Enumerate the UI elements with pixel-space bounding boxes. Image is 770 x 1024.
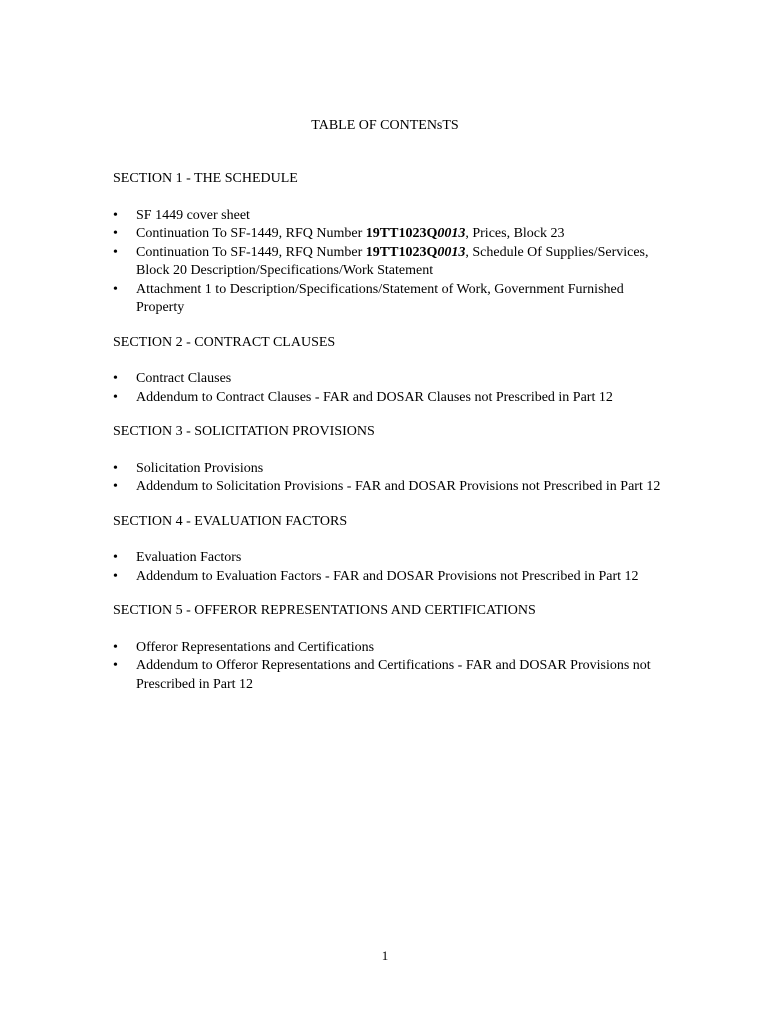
item-text: Offeror Representations and Certifications: [136, 639, 375, 655]
section-heading: SECTION 5 - OFFEROR REPRESENTATIONS AND CERTIFICATIONS: [113, 603, 536, 618]
item-text: Addendum to Contract Clauses - FAR and DOSAR Clauses not Prescribed in Part 12: [136, 389, 613, 405]
section-item-list: [113, 460, 673, 497]
section-heading: SECTION 1 - THE SCHEDULE: [113, 171, 298, 186]
bullet-icon: •: [113, 550, 118, 565]
bullet-icon: •: [113, 479, 118, 494]
bullet-icon: •: [113, 639, 118, 655]
bullet-icon: •: [113, 226, 118, 241]
list-item: [113, 657, 673, 694]
bullet-icon: •: [113, 568, 118, 584]
item-text: Solicitation Provisions: [136, 460, 264, 476]
item-text: Addendum to Evaluation Factors - FAR and DOSAR Provisions not Prescribed in Part 12: [136, 568, 639, 584]
rfq-number-suffix: 0013: [437, 244, 466, 260]
rfq-number: 19TT1023Q: [365, 226, 438, 241]
bullet-icon: •: [113, 371, 118, 386]
list-item: [113, 207, 673, 226]
rfq-number: 19TT1023Q: [365, 244, 438, 260]
list-item: [113, 244, 673, 281]
list-item: [113, 478, 673, 497]
section-item-list: [113, 370, 673, 407]
bullet-icon: •: [113, 281, 118, 297]
item-text-post: , Prices, Block 23: [465, 226, 565, 241]
section-heading: SECTION 4 - EVALUATION FACTORS: [113, 513, 348, 529]
bullet-icon: •: [113, 244, 118, 260]
list-item: [113, 370, 673, 389]
section-item-list: [113, 207, 673, 318]
toc-content: [113, 170, 673, 710]
bullet-icon: •: [113, 460, 118, 476]
toc-title: TABLE OF CONTENsTS: [311, 118, 459, 133]
list-item: [113, 639, 673, 658]
section-heading: SECTION 2 - CONTRACT CLAUSES: [113, 334, 336, 350]
item-text: Contract Clauses: [136, 371, 232, 386]
bullet-icon: •: [113, 207, 118, 223]
item-text: Addendum to Offeror Representations and Certifications - FAR and DOSAR Provisions not Prescribed in Part 12: [136, 658, 651, 692]
item-text-post: , Schedule Of Supplies/Services, Block 20 Description/Specifications/Work Statement: [136, 244, 649, 278]
item-text: SF 1449 cover sheet: [136, 207, 250, 223]
list-item: [113, 225, 673, 244]
list-item: [113, 568, 673, 587]
item-text: Evaluation Factors: [136, 550, 242, 565]
item-text: Attachment 1 to Description/Specifications/Statement of Work, Government Furnished Property: [136, 281, 624, 315]
bullet-icon: •: [113, 658, 118, 673]
page-number: 1: [381, 948, 389, 963]
rfq-number-suffix: 0013: [437, 226, 466, 241]
section-heading: SECTION 3 - SOLICITATION PROVISIONS: [113, 424, 375, 439]
list-item: [113, 460, 673, 479]
list-item: [113, 281, 673, 318]
section-item-list: [113, 549, 673, 586]
item-text-pre: Continuation To SF-1449, RFQ Number: [136, 244, 366, 260]
item-text-pre: Continuation To SF-1449, RFQ Number: [136, 226, 366, 241]
bullet-icon: •: [113, 389, 118, 405]
list-item: [113, 549, 673, 568]
item-text: Addendum to Solicitation Provisions - FAR and DOSAR Provisions not Prescribed in Part 12: [136, 479, 661, 494]
section-item-list: [113, 639, 673, 695]
list-item: [113, 389, 673, 408]
